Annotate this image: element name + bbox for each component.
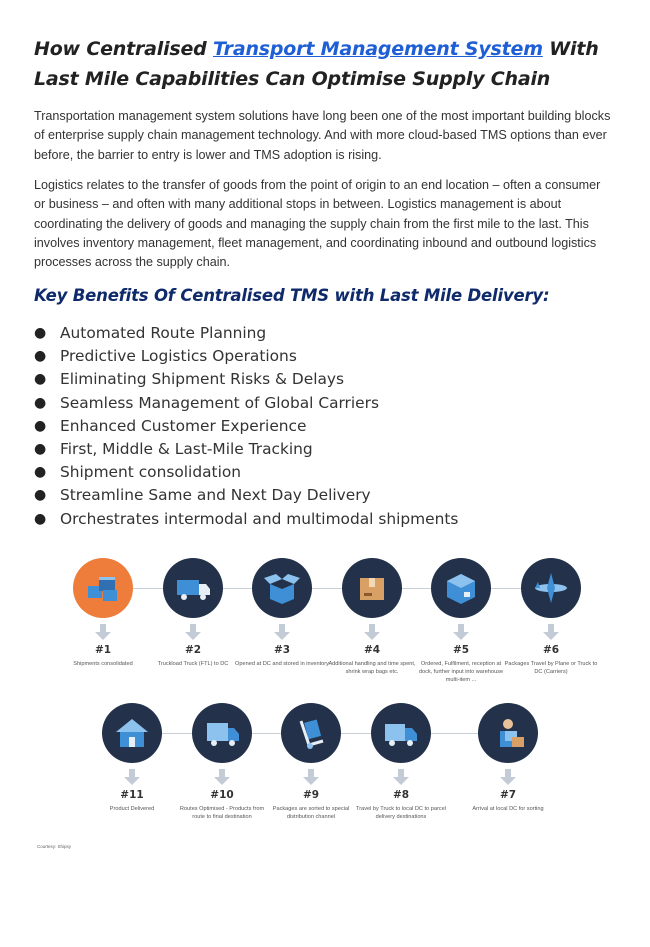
step-number: #11 xyxy=(120,789,144,801)
benefit-label: Enhanced Customer Experience xyxy=(60,416,307,435)
step-caption: Additional handling and time spent, shrink wrap bags etc. xyxy=(328,661,416,675)
plane-icon xyxy=(521,558,581,618)
down-arrow-icon xyxy=(213,769,231,785)
benefit-label: First, Middle & Last-Mile Tracking xyxy=(60,439,313,458)
step-number: #4 xyxy=(363,644,381,656)
benefit-label: Orchestrates intermodal and multimodal shipments xyxy=(60,509,459,528)
intro-paragraph: Transportation management system solutions have long been one of the most important building blocks of enterprise supply chain management technology. And with more cloud-based TMS options than ever before, the barrier to entry is lower and TMS adoption is rising. xyxy=(34,109,611,162)
truck-icon xyxy=(163,558,223,618)
down-arrow-icon xyxy=(392,769,410,785)
benefit-label: Eliminating Shipment Risks & Delays xyxy=(60,370,345,389)
bullet-icon: ● xyxy=(34,440,47,457)
bullet-icon: ● xyxy=(34,464,47,481)
worker-icon xyxy=(478,703,538,763)
benefits-heading: Key Benefits Of Centralised TMS with Last Mile Delivery: xyxy=(34,286,550,305)
step-caption: Packages Travel by Plane or Truck to DC (Carriers) xyxy=(504,661,598,675)
title-prefix: How Centralised xyxy=(34,38,213,60)
hand-truck-icon xyxy=(281,703,341,763)
step-number: #9 xyxy=(302,789,320,801)
step-caption: Opened at DC and stored in inventory xyxy=(235,661,329,667)
logistics-paragraph: Logistics relates to the transfer of goods from the point of origin to an end location – often a consumer or business – and often with many additional stops in between. Logistics management is about coordinating the delivery of goods and managing the supply chain from the first mile to the last. This involves inventory management, fleet management, and coordinating inbound and outbound logistics processes across the supply chain. xyxy=(34,178,601,270)
down-arrow-icon xyxy=(542,624,560,640)
step-caption: Shipments consolidated xyxy=(73,661,133,667)
bullet-icon: ● xyxy=(34,394,47,411)
step-number: #7 xyxy=(499,789,517,801)
benefit-label: Streamline Same and Next Day Delivery xyxy=(60,486,371,505)
step-number: #3 xyxy=(273,644,291,656)
bullet-icon: ● xyxy=(34,510,47,527)
down-arrow-icon xyxy=(123,769,141,785)
bullet-icon: ● xyxy=(34,371,47,388)
step-caption: Truckload Truck (FTL) to DC xyxy=(157,661,229,667)
step-caption: Ordered, Fulfilment, reception at dock, further input into warehouse multi-item ... xyxy=(418,661,504,683)
bullet-icon: ● xyxy=(34,348,47,365)
step-number: #5 xyxy=(452,644,470,656)
image-credit: Courtesy: Shipsy xyxy=(37,844,72,849)
down-arrow-icon xyxy=(302,769,320,785)
bullet-icon: ● xyxy=(34,487,47,504)
down-arrow-icon xyxy=(184,624,202,640)
bullet-icon: ● xyxy=(34,417,47,434)
package-icon xyxy=(342,558,402,618)
down-arrow-icon xyxy=(363,624,381,640)
van-icon xyxy=(192,703,252,763)
step-number: #8 xyxy=(392,789,410,801)
delivery-truck-icon xyxy=(371,703,431,763)
title-suffix: With Last Mile Capabilities Can Optimise Supply Chain xyxy=(34,38,599,90)
down-arrow-icon xyxy=(273,624,291,640)
shipping-box-icon xyxy=(431,558,491,618)
step-caption: Routes Optimised - Products from route to final destination xyxy=(179,806,265,820)
step-caption: Travel by Truck to local DC to parcel delivery destinations xyxy=(356,806,446,820)
down-arrow-icon xyxy=(452,624,470,640)
benefit-label: Automated Route Planning xyxy=(60,324,267,342)
benefit-label: Seamless Management of Global Carriers xyxy=(60,393,379,412)
down-arrow-icon xyxy=(499,769,517,785)
step-number: #6 xyxy=(542,644,560,656)
step-number: #10 xyxy=(210,789,234,801)
step-number: #2 xyxy=(184,644,202,656)
open-box-icon xyxy=(252,558,312,618)
tms-link[interactable]: Transport Management System xyxy=(213,38,543,60)
step-caption: Packages are sorted to special distribution channel xyxy=(272,806,350,820)
down-arrow-icon xyxy=(94,624,112,640)
step-caption: Product Delivered xyxy=(109,806,155,812)
benefit-label: Shipment consolidation xyxy=(60,463,242,482)
step-number: #1 xyxy=(94,644,112,656)
boxes-icon xyxy=(73,558,133,618)
step-caption: Arrival at local DC for sorting xyxy=(472,806,544,812)
benefit-label: Predictive Logistics Operations xyxy=(60,347,297,366)
bullet-icon: ● xyxy=(34,325,47,341)
home-icon xyxy=(102,703,162,763)
